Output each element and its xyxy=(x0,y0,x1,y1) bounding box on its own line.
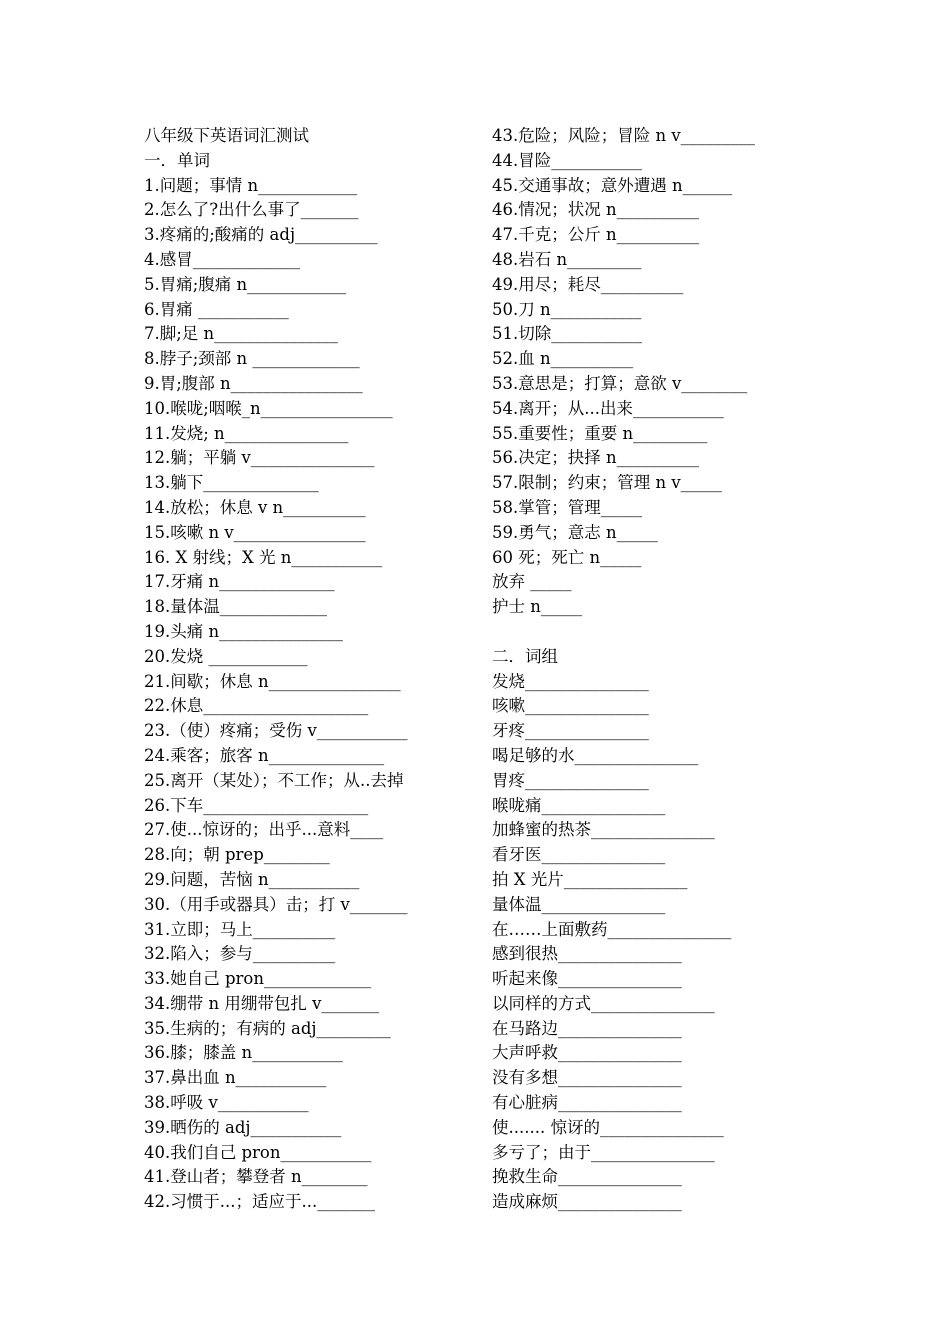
right-line-41: 多亏了；由于_______________ xyxy=(492,1142,715,1162)
right-line-36: 在马路边_______________ xyxy=(492,1018,682,1038)
right-line-35: 以同样的方式_______________ xyxy=(492,993,715,1013)
left-line-9: 8.脖子;颈部 n _____________ xyxy=(144,349,360,369)
left-line-14: 13.躺下______________ xyxy=(144,473,319,493)
right-line-23: 咳嗽_______________ xyxy=(492,696,649,716)
left-line-16: 15.咳嗽 n v________________ xyxy=(144,522,366,542)
left-line-38: 37.鼻出血 n___________ xyxy=(144,1068,327,1088)
left-column xyxy=(144,124,474,1215)
left-line-22: 21.间歇；休息 n________________ xyxy=(144,671,401,691)
left-line-0: 八年级下英语词汇测试 xyxy=(144,126,309,145)
left-line-24: 23.（使）疼痛；受伤 v___________ xyxy=(144,721,408,741)
left-line-19: 18.量体温_____________ xyxy=(144,597,327,617)
left-line-7: 6.胃痛 ___________ xyxy=(144,299,289,319)
left-line-43: 42.习惯于...；适应于..._______ xyxy=(144,1192,375,1212)
right-line-3: 46.情况；状况 n__________ xyxy=(492,200,700,220)
left-line-10: 9.胃;腹部 n________________ xyxy=(144,373,363,393)
right-line-29: 看牙医_______________ xyxy=(492,845,666,865)
right-line-22: 发烧_______________ xyxy=(492,671,649,691)
left-line-8: 7.脚;足 n_______________ xyxy=(144,324,338,344)
left-line-15: 14.放松；休息 v n__________ xyxy=(144,497,366,517)
left-line-18: 17.牙痛 n______________ xyxy=(144,572,335,592)
right-line-4: 47.千克；公斤 n__________ xyxy=(492,225,700,245)
right-line-27: 喉咙痛_______________ xyxy=(492,795,666,815)
right-line-42: 挽救生命_______________ xyxy=(492,1167,682,1187)
left-line-26: 25.离开（某处）；不工作；从..去掉 xyxy=(144,770,404,790)
left-line-33: 32.陷入；参与__________ xyxy=(144,944,336,964)
right-line-30: 拍 X 光片_______________ xyxy=(492,869,688,889)
left-line-5: 4.感冒_____________ xyxy=(144,249,300,269)
right-line-0: 43.危险；风险；冒险 n v_________ xyxy=(492,126,755,145)
right-line-9: 52.血 n__________ xyxy=(492,349,634,369)
right-line-15: 58.掌管；管理_____ xyxy=(492,497,642,517)
right-line-2: 45.交通事故；意外遭遇 n______ xyxy=(492,175,733,195)
right-line-8: 51.切除___________ xyxy=(492,324,642,344)
right-line-31: 量体温_______________ xyxy=(492,894,666,914)
right-line-32: 在……上面敷药_______________ xyxy=(492,919,732,939)
left-line-32: 31.立即；马上__________ xyxy=(144,919,336,939)
right-line-16: 59.勇气；意志 n_____ xyxy=(492,522,658,542)
left-line-41: 40.我们自己 pron___________ xyxy=(144,1142,372,1162)
right-line-17: 60 死；死亡 n_____ xyxy=(492,547,642,567)
right-line-20 xyxy=(492,620,822,645)
right-line-18: 放弃 _____ xyxy=(492,572,572,592)
right-line-39: 有心脏病_______________ xyxy=(492,1093,682,1113)
right-line-26: 胃疼_______________ xyxy=(492,770,649,790)
right-line-13: 56.决定；抉择 n__________ xyxy=(492,448,700,468)
right-line-40: 使....... 惊讶的_______________ xyxy=(492,1117,724,1137)
left-line-4: 3.疼痛的;酸痛的 adj__________ xyxy=(144,225,378,245)
left-line-40: 39.晒伤的 adj___________ xyxy=(144,1117,342,1137)
right-line-11: 54.离开；从...出来___________ xyxy=(492,398,724,418)
left-line-13: 12.躺；平躺 v_______________ xyxy=(144,448,375,468)
left-line-3: 2.怎么了?出什么事了_______ xyxy=(144,200,359,220)
left-line-2: 1.问题；事情 n____________ xyxy=(144,175,358,195)
right-line-38: 没有多想_______________ xyxy=(492,1068,682,1088)
right-line-19: 护士 n_____ xyxy=(492,597,583,617)
left-line-1: 一．单词 xyxy=(144,150,210,170)
left-line-23: 22.休息____________________ xyxy=(144,696,369,716)
right-line-10: 53.意思是；打算；意欲 v________ xyxy=(492,373,748,393)
left-line-31: 30.（用手或器具）击；打 v_______ xyxy=(144,894,408,914)
right-line-1: 44.冒险___________ xyxy=(492,150,642,170)
right-line-14: 57.限制；约束；管理 n v_____ xyxy=(492,473,722,493)
right-line-7: 50.刀 n___________ xyxy=(492,299,642,319)
left-line-17: 16. X 射线；X 光 n___________ xyxy=(144,547,383,567)
right-line-28: 加蜂蜜的热茶_______________ xyxy=(492,820,715,840)
left-line-20: 19.头痛 n_______________ xyxy=(144,621,343,641)
left-line-6: 5.胃痛;腹痛 n____________ xyxy=(144,274,347,294)
right-line-37: 大声呼救_______________ xyxy=(492,1043,682,1063)
left-line-29: 28.向；朝 prep________ xyxy=(144,845,330,865)
left-line-36: 35.生病的；有病的 adj_________ xyxy=(144,1018,391,1038)
left-line-12: 11.发烧; n_______________ xyxy=(144,423,349,443)
left-line-35: 34.绷带 n 用绷带包扎 v_______ xyxy=(144,993,380,1013)
right-line-6: 49.用尽；耗尽__________ xyxy=(492,274,684,294)
left-line-42: 41.登山者；攀登者 n________ xyxy=(144,1167,368,1187)
right-line-21: 二．词组 xyxy=(492,646,558,666)
right-line-5: 48.岩石 n_________ xyxy=(492,249,642,269)
right-line-12: 55.重要性；重要 n_________ xyxy=(492,423,708,443)
left-line-39: 38.呼吸 v___________ xyxy=(144,1093,309,1113)
left-line-34: 33.她自己 pron_____________ xyxy=(144,969,372,989)
left-line-21: 20.发烧 ____________ xyxy=(144,646,308,666)
left-line-30: 29.问题，苦恼 n___________ xyxy=(144,869,360,889)
right-line-25: 喝足够的水_______________ xyxy=(492,745,699,765)
left-line-37: 36.膝；膝盖 n___________ xyxy=(144,1043,343,1063)
left-line-25: 24.乘客；旅客 n______________ xyxy=(144,745,385,765)
left-line-28: 27.使...惊讶的；出乎...意料____ xyxy=(144,820,384,840)
right-line-34: 听起来像_______________ xyxy=(492,969,682,989)
left-line-27: 26.下车____________________ xyxy=(144,795,369,815)
right-line-24: 牙疼_______________ xyxy=(492,721,649,741)
right-column xyxy=(492,124,822,1215)
right-line-33: 感到很热_______________ xyxy=(492,944,682,964)
left-line-11: 10.喉咙;咽喉_n________________ xyxy=(144,398,393,418)
right-line-43: 造成麻烦_______________ xyxy=(492,1192,682,1212)
